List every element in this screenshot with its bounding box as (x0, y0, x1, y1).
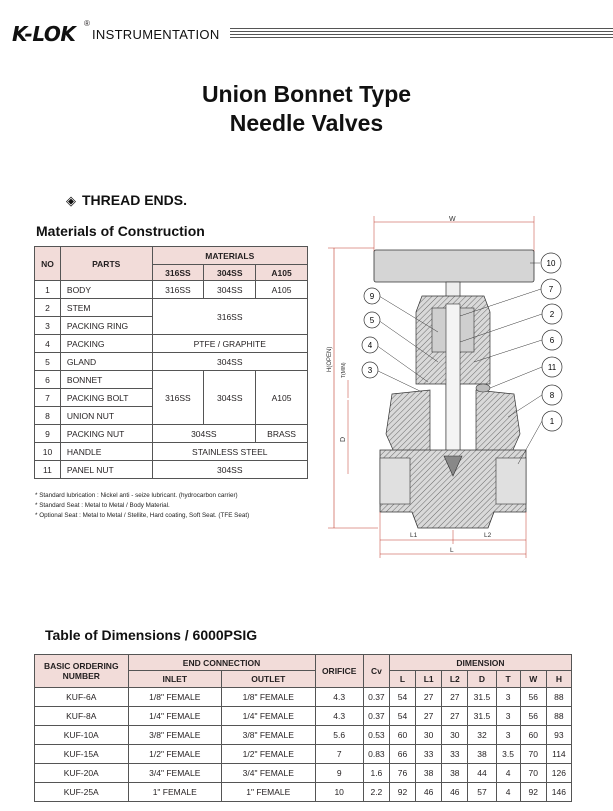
thread-ends-heading (66, 192, 187, 209)
cell-l2: 30 (442, 726, 468, 745)
cell-l: 60 (389, 726, 415, 745)
table-row (35, 707, 572, 726)
cell-w: 70 (520, 764, 546, 783)
cell-cv: 0.53 (363, 726, 389, 745)
cell-inlet: 1/8" FEMALE (128, 688, 222, 707)
cell-no: 3 (35, 317, 61, 335)
callout-text: 4 (367, 341, 373, 350)
cell-l2: 33 (442, 745, 468, 764)
cell-l2: 27 (442, 688, 468, 707)
cell-part: BONNET (60, 371, 152, 389)
cell-material: A105 (256, 281, 308, 299)
cell-w: 92 (520, 783, 546, 802)
col-l1: L1 (416, 671, 442, 688)
cell-d: 57 (468, 783, 496, 802)
cell-l1: 33 (416, 745, 442, 764)
cell-t: 3 (496, 688, 520, 707)
table-row (35, 371, 308, 389)
col-l2: L2 (442, 671, 468, 688)
table-row (35, 335, 308, 353)
col-dimension: DIMENSION (389, 655, 571, 671)
cell-orifice: 10 (315, 783, 363, 802)
cell-no: 2 (35, 299, 61, 317)
table-row (35, 461, 308, 479)
cell-cv: 2.2 (363, 783, 389, 802)
cell-no: 8 (35, 407, 61, 425)
cell-part: PANEL NUT (60, 461, 152, 479)
title-line-1: Union Bonnet Type (201, 81, 412, 107)
callout-8 (542, 385, 562, 405)
col-w: W (520, 671, 546, 688)
cell-no: 10 (35, 443, 61, 461)
cell-material: 304SS (152, 353, 307, 371)
cell-l: 66 (389, 745, 415, 764)
cell-part: PACKING BOLT (60, 389, 152, 407)
cell-h: 146 (546, 783, 571, 802)
callout-text: 1 (549, 417, 555, 426)
cell-cv: 1.6 (363, 764, 389, 783)
cell-material: 316SS (152, 299, 307, 335)
cell-t: 3 (496, 726, 520, 745)
col-a105: A105 (256, 265, 308, 281)
cell-no: 5 (35, 353, 61, 371)
panel-nut (476, 384, 490, 392)
callout-text: 8 (549, 391, 555, 400)
materials-table (34, 246, 308, 479)
cell-l: 54 (389, 688, 415, 707)
cell-material: 304SS (152, 461, 307, 479)
cell-material: 304SS (204, 281, 256, 299)
cell-orifice: 7 (315, 745, 363, 764)
cell-l2: 46 (442, 783, 468, 802)
table-row (35, 688, 572, 707)
table-row (35, 281, 308, 299)
cell-part: BODY (60, 281, 152, 299)
callout-11 (542, 357, 562, 377)
cell-outlet: 3/4" FEMALE (222, 764, 316, 783)
note-line: * Optional Seat : Metal to Metal / Stellite, Hard coating, Soft Seat. (TFE Seat) (35, 512, 250, 519)
note-line: * Standard lubrication : Nickel anti - seize lubricant. (hydrocarbon carrier) (35, 492, 238, 499)
cell-material: STAINLESS STEEL (152, 443, 307, 461)
col-cv: Cv (363, 655, 389, 688)
cell-t: 3 (496, 707, 520, 726)
diamond-icon: ◈ (66, 193, 76, 208)
cell-no: 9 (35, 425, 61, 443)
cell-number: KUF-15A (35, 745, 129, 764)
col-parts: PARTS (60, 247, 152, 281)
cell-part: PACKING RING (60, 317, 152, 335)
callout-text: 11 (547, 363, 557, 372)
brand-header (12, 19, 612, 46)
callout-text: 6 (549, 336, 555, 345)
cell-outlet: 1/4" FEMALE (222, 707, 316, 726)
table-row (35, 425, 308, 443)
cell-d: 44 (468, 764, 496, 783)
cell-number: KUF-6A (35, 688, 129, 707)
cell-h: 88 (546, 688, 571, 707)
col-orifice: ORIFICE (315, 655, 363, 688)
col-316ss: 316SS (152, 265, 204, 281)
cell-inlet: 3/8" FEMALE (128, 726, 222, 745)
cell-no: 7 (35, 389, 61, 407)
callout-text: 5 (369, 316, 375, 325)
cell-l1: 27 (416, 707, 442, 726)
callout-9 (364, 288, 380, 304)
l-label: L (450, 547, 454, 554)
cell-h: 126 (546, 764, 571, 783)
cell-number: KUF-8A (35, 707, 129, 726)
cell-no: 1 (35, 281, 61, 299)
callout-text: 10 (546, 259, 556, 268)
cell-l: 76 (389, 764, 415, 783)
callout-text: 7 (548, 285, 554, 294)
col-t: T (496, 671, 520, 688)
t-label: T(MIN) (341, 362, 347, 378)
w-label: W (449, 216, 456, 223)
cell-w: 56 (520, 707, 546, 726)
cell-w: 60 (520, 726, 546, 745)
cell-no: 4 (35, 335, 61, 353)
cell-orifice: 9 (315, 764, 363, 783)
cell-orifice: 4.3 (315, 688, 363, 707)
dimensions-body (35, 688, 572, 802)
col-basic-number (35, 655, 129, 688)
cell-d: 32 (468, 726, 496, 745)
cell-d: 31.5 (468, 688, 496, 707)
table-row (35, 299, 308, 317)
cell-inlet: 1" FEMALE (128, 783, 222, 802)
cell-inlet: 3/4" FEMALE (128, 764, 222, 783)
materials-notes (35, 491, 249, 521)
page-title (0, 80, 613, 138)
cell-l1: 46 (416, 783, 442, 802)
cell-material: PTFE / GRAPHITE (152, 335, 307, 353)
table-row (35, 783, 572, 802)
cell-no: 11 (35, 461, 61, 479)
d-label: D (340, 436, 347, 442)
note-line: * Standard Seat : Metal to Metal / Body Material. (35, 502, 170, 509)
union-nut (386, 390, 430, 452)
cell-l2: 38 (442, 764, 468, 783)
callout-3 (362, 362, 378, 378)
col-h: H (546, 671, 571, 688)
col-basic-line2: NUMBER (62, 671, 100, 681)
cell-outlet: 3/8" FEMALE (222, 726, 316, 745)
callout-text: 3 (367, 366, 373, 375)
callout-10 (541, 253, 561, 273)
brand-subtitle: INSTRUMENTATION (92, 27, 220, 42)
callout-1 (542, 411, 562, 431)
valve-drawing (318, 212, 613, 562)
col-l: L (389, 671, 415, 688)
cell-outlet: 1/2" FEMALE (222, 745, 316, 764)
table-row (35, 726, 572, 745)
cell-inlet: 1/4" FEMALE (128, 707, 222, 726)
cell-cv: 0.83 (363, 745, 389, 764)
materials-heading: Materials of Construction (36, 223, 205, 239)
cell-h: 88 (546, 707, 571, 726)
cell-l: 92 (389, 783, 415, 802)
cell-outlet: 1/8" FEMALE (222, 688, 316, 707)
col-basic-line1: BASIC ORDERING (43, 661, 119, 671)
cell-h: 93 (546, 726, 571, 745)
cell-number: KUF-25A (35, 783, 129, 802)
cell-t: 4 (496, 783, 520, 802)
cell-part: UNION NUT (60, 407, 152, 425)
cell-material: BRASS (256, 425, 308, 443)
callout-5 (364, 312, 380, 328)
cell-w: 56 (520, 688, 546, 707)
h-label: H(OPEN) (327, 346, 333, 372)
cell-l: 54 (389, 707, 415, 726)
cell-material: 304SS (152, 425, 256, 443)
registered-mark: ® (84, 19, 90, 28)
cell-inlet: 1/2" FEMALE (128, 745, 222, 764)
cell-material: 304SS (204, 371, 256, 425)
cell-l2: 27 (442, 707, 468, 726)
callout-text: 2 (549, 310, 555, 319)
cell-material: A105 (256, 371, 308, 425)
table-row (35, 443, 308, 461)
title-line-2: Needle Valves (229, 110, 384, 136)
thread-ends-label: THREAD ENDS. (82, 192, 188, 208)
cell-l1: 27 (416, 688, 442, 707)
brand-logo: K-LOK (12, 22, 76, 46)
callout-4 (362, 337, 378, 353)
callout-text: 9 (369, 292, 375, 301)
col-materials: MATERIALS (152, 247, 307, 265)
table-row (35, 353, 308, 371)
col-no: NO (35, 247, 61, 281)
cell-part: PACKING (60, 335, 152, 353)
cell-t: 3.5 (496, 745, 520, 764)
callout-6 (542, 330, 562, 350)
callout-2 (542, 304, 562, 324)
cell-number: KUF-20A (35, 764, 129, 783)
cell-h: 114 (546, 745, 571, 764)
cell-part: PACKING NUT (60, 425, 152, 443)
dimensions-heading: Table of Dimensions / 6000PSIG (45, 627, 258, 643)
cell-no: 6 (35, 371, 61, 389)
col-304ss: 304SS (204, 265, 256, 281)
cell-l1: 30 (416, 726, 442, 745)
header-rule (230, 28, 613, 42)
cell-outlet: 1" FEMALE (222, 783, 316, 802)
cell-orifice: 4.3 (315, 707, 363, 726)
cell-part: GLAND (60, 353, 152, 371)
cell-part: STEM (60, 299, 152, 317)
l1-label: L1 (410, 532, 418, 539)
cell-d: 31.5 (468, 707, 496, 726)
cell-orifice: 5.6 (315, 726, 363, 745)
col-end-connection: END CONNECTION (128, 655, 315, 671)
handle (374, 250, 534, 282)
cell-w: 70 (520, 745, 546, 764)
col-d: D (468, 671, 496, 688)
cell-material: 316SS (152, 371, 204, 425)
col-inlet: INLET (128, 671, 222, 688)
col-outlet: OUTLET (222, 671, 316, 688)
cell-part: HANDLE (60, 443, 152, 461)
cell-d: 38 (468, 745, 496, 764)
l2-label: L2 (484, 532, 492, 539)
cell-t: 4 (496, 764, 520, 783)
table-row (35, 764, 572, 783)
table-row (35, 745, 572, 764)
callout-7 (541, 279, 561, 299)
cell-material: 316SS (152, 281, 204, 299)
cell-cv: 0.37 (363, 707, 389, 726)
cell-l1: 38 (416, 764, 442, 783)
cell-number: KUF-10A (35, 726, 129, 745)
cell-cv: 0.37 (363, 688, 389, 707)
dimensions-table (34, 654, 572, 802)
